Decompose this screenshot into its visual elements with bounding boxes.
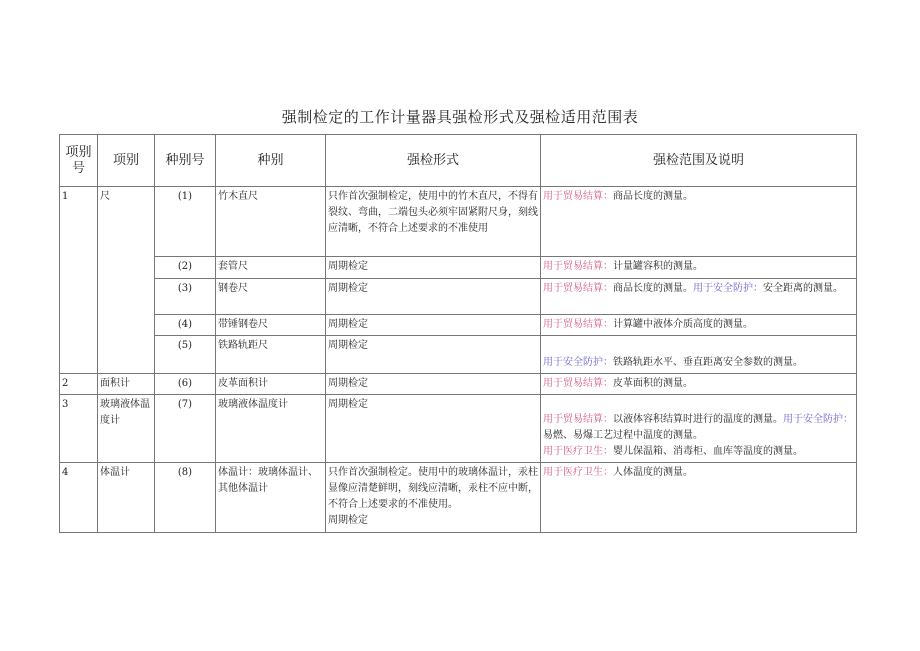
scope-text: 以液体容积结算时进行的温度的测量。 [613,414,783,425]
sub-number: (8) [155,463,216,533]
item-number: 3 [60,395,98,463]
scope-text: 婴儿保温箱、消毒柜、血库等温度的测量。 [613,446,803,457]
sub-number: (7) [155,395,216,463]
table-row [60,257,857,279]
inspection-scope [541,395,857,463]
table-row [60,279,857,315]
header-sub: 种别 [216,135,326,187]
item-name: 面积计 [98,374,155,395]
sub-number: (6) [155,374,216,395]
form-text: 只作首次强制检定。使用中的玻璃体温计，汞柱显像应清楚鲜明，刻线应清晰，汞柱不应中断，不符合上述要求的不准使用。 [328,467,538,510]
scope-text: 商品长度的测量。 [613,191,693,202]
sub-number: (5) [155,336,216,374]
inspection-form: 只作首次强制检定，使用中的竹木直尺，不得有裂纹、弯曲，二端包头必须牢固紧附尺身，刻线应清晰，不符合上述要求的不准使用 [326,187,541,257]
table-row [60,315,857,336]
table-row [60,374,857,395]
sub-name: 铁路轨距尺 [216,336,326,374]
table-row [60,336,857,374]
inspection-form: 周期检定 [326,395,541,463]
scope-text: 皮革面积的测量。 [613,378,693,389]
scope-label: 用于贸易结算： [543,319,613,330]
scope-label: 用于医疗卫生： [543,467,613,478]
inspection-scope [541,336,857,374]
header-item: 项别 [98,135,155,187]
table-row [60,463,857,533]
header-scope: 强检范围及说明 [541,135,857,187]
scope-text: 铁路轨距水平、垂直距离安全参数的测量。 [613,357,803,368]
table-row [60,187,857,257]
item-number: 2 [60,374,98,395]
item-name: 尺 [98,187,155,374]
inspection-form: 周期检定 [326,374,541,395]
form-text-periodic: 周期检定 [328,515,368,526]
scope-label: 用于贸易结算： [543,414,613,425]
page-title: 强制检定的工作计量器具强检形式及强检适用范围表 [281,108,639,126]
inspection-form: 周期检定 [326,315,541,336]
item-number: 1 [60,187,98,374]
sub-name: 竹木直尺 [216,187,326,257]
inspection-form: 周期检定 [326,279,541,315]
scope-text: 安全距离的测量。 [763,283,843,294]
inspection-form: 周期检定 [326,336,541,374]
item-number: 4 [60,463,98,533]
sub-name: 玻璃液体温度计 [216,395,326,463]
scope-label: 用于贸易结算： [543,283,613,294]
header-row [60,135,857,187]
sub-name: 钢卷尺 [216,279,326,315]
item-name: 玻璃液体温度计 [98,395,155,463]
scope-label: 用于贸易结算： [543,378,613,389]
sub-name: 带锤钢卷尺 [216,315,326,336]
sub-name: 体温计：玻璃体温计、其他体温计 [216,463,326,533]
inspection-scope [541,463,857,533]
inspection-table [59,134,857,533]
header-form: 强检形式 [326,135,541,187]
sub-name: 皮革面积计 [216,374,326,395]
scope-text: 人体温度的测量。 [613,467,693,478]
sub-number: (2) [155,257,216,279]
item-name: 体温计 [98,463,155,533]
sub-number: (3) [155,279,216,315]
table-row [60,395,857,463]
scope-label: 用于安全防护： [693,283,763,294]
inspection-scope [541,279,857,315]
scope-text: 计算罐中液体介质高度的测量。 [613,319,753,330]
inspection-scope [541,315,857,336]
inspection-scope [541,257,857,279]
inspection-scope [541,187,857,257]
header-item-no: 项别号 [60,135,98,187]
inspection-form [326,463,541,533]
header-sub-no: 种别号 [155,135,216,187]
scope-label: 用于贸易结算： [543,191,613,202]
sub-number: (1) [155,187,216,257]
sub-name: 套管尺 [216,257,326,279]
scope-text: 商品长度的测量。 [613,283,693,294]
scope-label: 用于安全防护： [783,414,853,425]
scope-label: 用于贸易结算： [543,261,613,272]
scope-label: 用于医疗卫生： [543,446,613,457]
sub-number: (4) [155,315,216,336]
scope-text: 易燃、易爆工艺过程中温度的测量。 [543,430,703,441]
inspection-form: 周期检定 [326,257,541,279]
scope-label: 用于安全防护： [543,357,613,368]
inspection-scope [541,374,857,395]
scope-text: 计量罐容积的测量。 [613,261,703,272]
